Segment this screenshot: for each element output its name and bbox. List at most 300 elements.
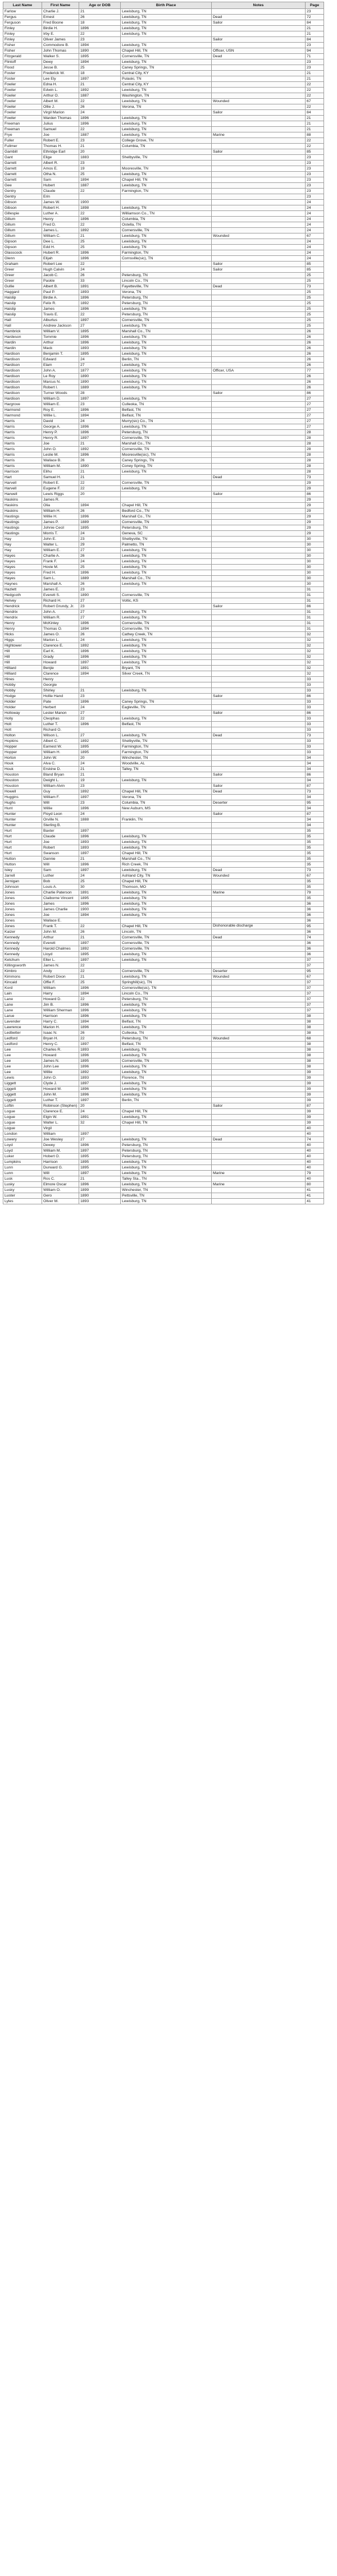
cell-notes: Wounded — [212, 873, 306, 879]
cell-first-name: Charlie A. — [42, 553, 79, 559]
cell-age-or-dob: 27 — [79, 711, 121, 716]
cell-page: 86 — [306, 694, 324, 699]
cell-birth-place: Farmington, TN — [121, 250, 212, 256]
cell-age-or-dob: 1897 — [79, 436, 121, 441]
cell-age-or-dob: 1896 — [79, 250, 121, 256]
cell-first-name: John W. — [42, 755, 79, 761]
cell-first-name: Willie L. — [42, 413, 79, 419]
cell-first-name: Luther T. — [42, 722, 79, 727]
cell-birth-place: Lewisburg, TN — [121, 974, 212, 980]
cell-page: 38 — [306, 1047, 324, 1053]
table-row — [3, 598, 324, 604]
cell-first-name: Richard H. — [42, 598, 79, 604]
cell-age-or-dob: 24 — [79, 531, 121, 537]
cell-last-name: Lyles — [3, 1199, 42, 1204]
table-body — [3, 9, 324, 1204]
cell-age-or-dob: 25 — [79, 879, 121, 884]
cell-last-name: Hunter — [3, 812, 42, 817]
cell-age-or-dob: 1896 — [79, 514, 121, 520]
cell-last-name: Hurt — [3, 840, 42, 845]
cell-notes — [212, 363, 306, 368]
table-row — [3, 1030, 324, 1036]
cell-page: 37 — [306, 980, 324, 986]
cell-page: 30 — [306, 581, 324, 587]
cell-page: 84 — [306, 110, 324, 116]
cell-notes — [212, 379, 306, 385]
cell-notes — [212, 323, 306, 329]
cell-first-name: Dee L. — [42, 239, 79, 245]
cell-last-name: Hastings — [3, 520, 42, 525]
cell-first-name: Harrison — [42, 1159, 79, 1165]
cell-notes: Marine — [212, 1182, 306, 1188]
cell-first-name: Arthur — [42, 935, 79, 941]
cell-notes — [212, 1199, 306, 1204]
cell-page: 31 — [306, 609, 324, 615]
cell-notes — [212, 946, 306, 952]
table-row — [3, 935, 324, 941]
cell-page: 84 — [306, 20, 324, 26]
table-row — [3, 587, 324, 593]
cell-last-name: Graham — [3, 262, 42, 267]
cell-last-name: Lane — [3, 1002, 42, 1008]
cell-age-or-dob: 25 — [79, 65, 121, 71]
cell-page: 40 — [306, 1159, 324, 1165]
cell-birth-place: Marshall Co., TN — [121, 441, 212, 447]
table-row — [3, 475, 324, 480]
cell-age-or-dob: 1894 — [79, 991, 121, 997]
table-row — [3, 783, 324, 789]
cell-age-or-dob: 1896 — [79, 295, 121, 301]
table-row — [3, 194, 324, 200]
cell-age-or-dob: 1896 — [79, 986, 121, 991]
table-row — [3, 262, 324, 267]
table-row — [3, 357, 324, 363]
cell-notes — [212, 744, 306, 750]
table-row — [3, 1087, 324, 1092]
cell-age-or-dob: 1877 — [79, 368, 121, 374]
table-row — [3, 76, 324, 82]
cell-notes — [212, 1064, 306, 1070]
cell-first-name: Hubert R. — [42, 250, 79, 256]
cell-notes: Sailor — [212, 37, 306, 43]
cell-age-or-dob: 1892 — [79, 301, 121, 306]
cell-page: 36 — [306, 918, 324, 924]
cell-page: 36 — [306, 952, 324, 957]
table-row — [3, 963, 324, 969]
cell-page: 71 — [306, 54, 324, 59]
cell-notes — [212, 1092, 306, 1098]
cell-last-name: Houk — [3, 767, 42, 772]
cell-first-name: Johnie Cecil — [42, 525, 79, 531]
cell-last-name: Lawrence — [3, 1025, 42, 1030]
cell-notes — [212, 576, 306, 581]
cell-age-or-dob: 24 — [79, 873, 121, 879]
cell-last-name: Hayes — [3, 565, 42, 570]
cell-first-name: Henry C. — [42, 1042, 79, 1047]
cell-notes — [212, 1188, 306, 1193]
cell-age-or-dob: 1893 — [79, 1075, 121, 1081]
table-row — [3, 104, 324, 110]
cell-first-name: Hobert O. — [42, 1154, 79, 1159]
cell-last-name: Hunter — [3, 817, 42, 823]
cell-birth-place: Petersburg, TN — [121, 301, 212, 306]
cell-first-name: Bland Bryan — [42, 772, 79, 778]
cell-page: 28 — [306, 447, 324, 452]
cell-first-name: Hugh Calvin — [42, 267, 79, 273]
table-row — [3, 183, 324, 189]
cell-page: 73 — [306, 868, 324, 873]
cell-age-or-dob: 22 — [79, 127, 121, 132]
table-row — [3, 638, 324, 643]
cell-notes: Dead — [212, 284, 306, 290]
cell-age-or-dob — [79, 677, 121, 682]
cell-last-name: London — [3, 1131, 42, 1137]
cell-birth-place: Lewisburg, TN — [121, 1087, 212, 1092]
cell-notes: Wounded — [212, 99, 306, 104]
table-row — [3, 480, 324, 486]
cell-last-name: Holt — [3, 722, 42, 727]
table-row — [3, 340, 324, 346]
cell-last-name: Lee — [3, 1064, 42, 1070]
cell-first-name: Edna H. — [42, 82, 79, 88]
cell-age-or-dob: 23 — [79, 37, 121, 43]
cell-birth-place: Woodville, AL — [121, 761, 212, 767]
cell-birth-place: Cornersville, TN — [121, 520, 212, 525]
cell-page: 40 — [306, 1131, 324, 1137]
cell-first-name: Dwight L. — [42, 778, 79, 783]
table-row — [3, 1131, 324, 1137]
cell-first-name: David — [42, 419, 79, 424]
cell-page: 31 — [306, 593, 324, 598]
cell-age-or-dob: 1891 — [79, 666, 121, 671]
cell-age-or-dob: 1890 — [79, 374, 121, 379]
cell-notes — [212, 76, 306, 82]
cell-page: 28 — [306, 464, 324, 469]
cell-page: 23 — [306, 155, 324, 161]
cell-notes — [212, 884, 306, 890]
table-row — [3, 172, 324, 177]
cell-age-or-dob: 1893 — [79, 845, 121, 851]
cell-first-name: Willie — [42, 806, 79, 812]
cell-first-name: Ethridge Earl — [42, 149, 79, 155]
cell-page: 34 — [306, 767, 324, 772]
table-row — [3, 884, 324, 890]
cell-page: 31 — [306, 626, 324, 632]
cell-age-or-dob: 1895 — [79, 952, 121, 957]
cell-page: 24 — [306, 250, 324, 256]
table-row — [3, 868, 324, 873]
table-row — [3, 918, 324, 924]
table-row — [3, 1047, 324, 1053]
cell-first-name: Thomas O. — [42, 626, 79, 632]
cell-notes — [212, 677, 306, 682]
cell-birth-place: Columbia, TN — [121, 217, 212, 222]
cell-birth-place: Berlin, TN — [121, 1098, 212, 1103]
cell-page: 23 — [306, 177, 324, 183]
cell-age-or-dob: 1892 — [79, 789, 121, 795]
table-row — [3, 621, 324, 626]
cell-age-or-dob: 24 — [79, 812, 121, 817]
cell-last-name: Foster — [3, 76, 42, 82]
cell-last-name: Greer — [3, 273, 42, 278]
cell-last-name: Gibson — [3, 205, 42, 211]
soldier-roster-table — [3, 2, 324, 1204]
cell-page: 27 — [306, 413, 324, 419]
cell-birth-place: Petersburg, TN — [121, 1143, 212, 1148]
cell-page: 24 — [306, 239, 324, 245]
cell-age-or-dob: 26 — [79, 1030, 121, 1036]
cell-page: 35 — [306, 862, 324, 868]
cell-last-name: Kimbro — [3, 969, 42, 974]
cell-age-or-dob: 18 — [79, 20, 121, 26]
cell-page: 23 — [306, 172, 324, 177]
column-header-notes: Notes — [212, 2, 306, 9]
cell-first-name: Claude — [42, 189, 79, 194]
cell-notes: Dead — [212, 789, 306, 795]
cell-age-or-dob: 1894 — [79, 503, 121, 508]
cell-notes — [212, 183, 306, 189]
cell-notes — [212, 318, 306, 323]
cell-birth-place: Caney Springs, TN — [121, 65, 212, 71]
table-row — [3, 447, 324, 452]
cell-last-name: Killingsworth — [3, 963, 42, 969]
cell-notes — [212, 346, 306, 351]
table-row — [3, 26, 324, 31]
cell-first-name: Birdie H. — [42, 26, 79, 31]
cell-last-name: Ketchum — [3, 957, 42, 963]
cell-last-name: Hayes — [3, 576, 42, 581]
table-row — [3, 278, 324, 284]
cell-last-name: Haislip — [3, 312, 42, 318]
cell-last-name: Fitzgerald — [3, 54, 42, 59]
cell-age-or-dob: 25 — [79, 565, 121, 570]
cell-notes — [212, 727, 306, 733]
cell-age-or-dob: 22 — [79, 969, 121, 974]
cell-last-name: Harwell — [3, 492, 42, 497]
cell-first-name: William E. — [42, 548, 79, 553]
table-row — [3, 59, 324, 65]
cell-page: 25 — [306, 301, 324, 306]
cell-birth-place: Cornersville, TN — [121, 593, 212, 598]
cell-notes — [212, 396, 306, 402]
cell-last-name: Harmond — [3, 407, 42, 413]
cell-last-name: Luker — [3, 1154, 42, 1159]
table-row — [3, 430, 324, 436]
cell-last-name: Gant — [3, 155, 42, 161]
cell-first-name: Cleophas — [42, 716, 79, 722]
cell-age-or-dob: 29 — [79, 542, 121, 548]
table-row — [3, 239, 324, 245]
cell-age-or-dob: 1894 — [79, 59, 121, 65]
table-row — [3, 997, 324, 1002]
cell-notes — [212, 907, 306, 913]
table-row — [3, 559, 324, 565]
cell-first-name: John M. — [42, 929, 79, 935]
cell-birth-place: Marshall Co., TN — [121, 329, 212, 334]
cell-last-name: Houk — [3, 761, 42, 767]
cell-first-name: Turner Woods — [42, 391, 79, 396]
cell-first-name: Travis E. — [42, 312, 79, 318]
cell-page: 34 — [306, 761, 324, 767]
table-row — [3, 43, 324, 48]
cell-age-or-dob: 24 — [79, 419, 121, 424]
cell-page: 25 — [306, 318, 324, 323]
cell-age-or-dob: 1899 — [79, 1188, 121, 1193]
cell-age-or-dob: 1897 — [79, 660, 121, 666]
cell-age-or-dob: 26 — [79, 458, 121, 464]
cell-birth-place: Lewisburg, TN — [121, 890, 212, 896]
table-row — [3, 1199, 324, 1204]
cell-birth-place — [121, 677, 212, 682]
cell-first-name: Harold Chalmes — [42, 946, 79, 952]
cell-last-name: Haskins — [3, 503, 42, 508]
cell-notes: Officer, USA — [212, 368, 306, 374]
cell-last-name: Lain — [3, 991, 42, 997]
table-row — [3, 116, 324, 121]
cell-birth-place: Lewisburg, TN — [121, 59, 212, 65]
cell-birth-place: Chapel Hill, TN — [121, 1109, 212, 1115]
cell-notes: Sailor — [212, 267, 306, 273]
cell-notes — [212, 980, 306, 986]
cell-age-or-dob: 1896 — [79, 1008, 121, 1014]
cell-page: 30 — [306, 559, 324, 565]
table-row — [3, 744, 324, 750]
table-row — [3, 1115, 324, 1120]
cell-last-name: Hay — [3, 548, 42, 553]
cell-birth-place: Berlin, TN — [121, 357, 212, 363]
cell-birth-place: New Auburn, MS — [121, 806, 212, 812]
cell-page: 24 — [306, 217, 324, 222]
table-row — [3, 750, 324, 755]
cell-notes — [212, 1154, 306, 1159]
cell-notes — [212, 407, 306, 413]
cell-notes — [212, 823, 306, 828]
cell-birth-place: Lewisburg, TN — [121, 1047, 212, 1053]
cell-age-or-dob: 1896 — [79, 1014, 121, 1019]
cell-birth-place: Petersburg, TN — [121, 312, 212, 318]
cell-notes — [212, 228, 306, 233]
cell-notes: Sailor — [212, 1103, 306, 1109]
cell-last-name: Hardison — [3, 379, 42, 385]
table-row — [3, 699, 324, 705]
cell-notes — [212, 896, 306, 901]
cell-first-name: William E. — [42, 402, 79, 407]
cell-notes — [212, 1148, 306, 1154]
cell-first-name: Howard — [42, 1053, 79, 1058]
table-row — [3, 1165, 324, 1171]
cell-birth-place: Lewisburg, TN — [121, 121, 212, 127]
cell-notes — [212, 1131, 306, 1137]
cell-notes — [212, 239, 306, 245]
cell-birth-place: Lewisburg, TN — [121, 1159, 212, 1165]
cell-birth-place: Farmington, TN — [121, 189, 212, 194]
cell-notes — [212, 761, 306, 767]
cell-page: 23 — [306, 43, 324, 48]
cell-page: 29 — [306, 486, 324, 492]
cell-page: 36 — [306, 913, 324, 918]
cell-page: 30 — [306, 576, 324, 581]
table-row — [3, 1070, 324, 1075]
table-row — [3, 604, 324, 609]
cell-last-name: Lusk — [3, 1176, 42, 1182]
cell-page: 28 — [306, 452, 324, 458]
table-row — [3, 222, 324, 228]
cell-birth-place: Petersburg, TN — [121, 430, 212, 436]
cell-last-name: Harris — [3, 464, 42, 469]
cell-notes — [212, 520, 306, 525]
cell-birth-place: Lewisburg, TN — [121, 913, 212, 918]
cell-last-name: Hurt — [3, 828, 42, 834]
cell-age-or-dob: 1895 — [79, 1058, 121, 1064]
cell-age-or-dob: 1896 — [79, 430, 121, 436]
cell-notes — [212, 127, 306, 132]
cell-birth-place: Lewisburg, TN — [121, 845, 212, 851]
cell-first-name: Joe — [42, 441, 79, 447]
table-row — [3, 189, 324, 194]
cell-notes — [212, 486, 306, 492]
cell-birth-place: Lewisburg, TN — [121, 638, 212, 643]
cell-last-name: Gentry — [3, 194, 42, 200]
table-row — [3, 1008, 324, 1014]
cell-birth-place: Lewisburg, TN — [121, 649, 212, 654]
cell-page: 80 — [306, 1182, 324, 1188]
cell-last-name: Harris — [3, 424, 42, 430]
cell-birth-place — [121, 772, 212, 778]
cell-age-or-dob: 21 — [79, 441, 121, 447]
cell-page: 39 — [306, 1092, 324, 1098]
cell-last-name: Hardison — [3, 391, 42, 396]
cell-notes — [212, 312, 306, 318]
cell-notes — [212, 1075, 306, 1081]
cell-birth-place — [121, 1131, 212, 1137]
cell-age-or-dob: 1896 — [79, 649, 121, 654]
cell-notes — [212, 1014, 306, 1019]
cell-birth-place: Lewisburg, TN — [121, 1064, 212, 1070]
cell-last-name: Lowery — [3, 1137, 42, 1143]
cell-age-or-dob: 21 — [79, 856, 121, 862]
cell-first-name: Bob — [42, 879, 79, 884]
cell-last-name: Haggard — [3, 290, 42, 295]
cell-page: 34 — [306, 817, 324, 823]
cell-first-name: Robert E. — [42, 480, 79, 486]
cell-page: 38 — [306, 1058, 324, 1064]
cell-first-name: Sam L. — [42, 576, 79, 581]
table-row — [3, 565, 324, 570]
cell-page: 37 — [306, 1002, 324, 1008]
cell-last-name: Lunn — [3, 1171, 42, 1176]
cell-birth-place: Coney Spring, TN — [121, 464, 212, 469]
table-row — [3, 469, 324, 475]
cell-last-name: Hilliard — [3, 666, 42, 671]
cell-birth-place: Cornersville, TN — [121, 1058, 212, 1064]
cell-last-name: Hardeson — [3, 334, 42, 340]
cell-last-name: Fuller — [3, 138, 42, 144]
cell-birth-place: Chapel Hill, TN — [121, 789, 212, 795]
cell-notes — [212, 290, 306, 295]
cell-first-name: Georgie — [42, 682, 79, 688]
cell-first-name: James P. — [42, 520, 79, 525]
cell-age-or-dob: 24 — [79, 357, 121, 363]
cell-birth-place: Lewisburg, TN — [121, 1182, 212, 1188]
cell-birth-place: Lewisburg, TN — [121, 233, 212, 239]
cell-birth-place: Petersburg, TN — [121, 295, 212, 301]
cell-notes — [212, 245, 306, 250]
cell-birth-place — [121, 110, 212, 116]
cell-age-or-dob: 20 — [79, 492, 121, 497]
table-row — [3, 537, 324, 542]
table-row — [3, 682, 324, 688]
cell-first-name: James Charlie — [42, 907, 79, 913]
